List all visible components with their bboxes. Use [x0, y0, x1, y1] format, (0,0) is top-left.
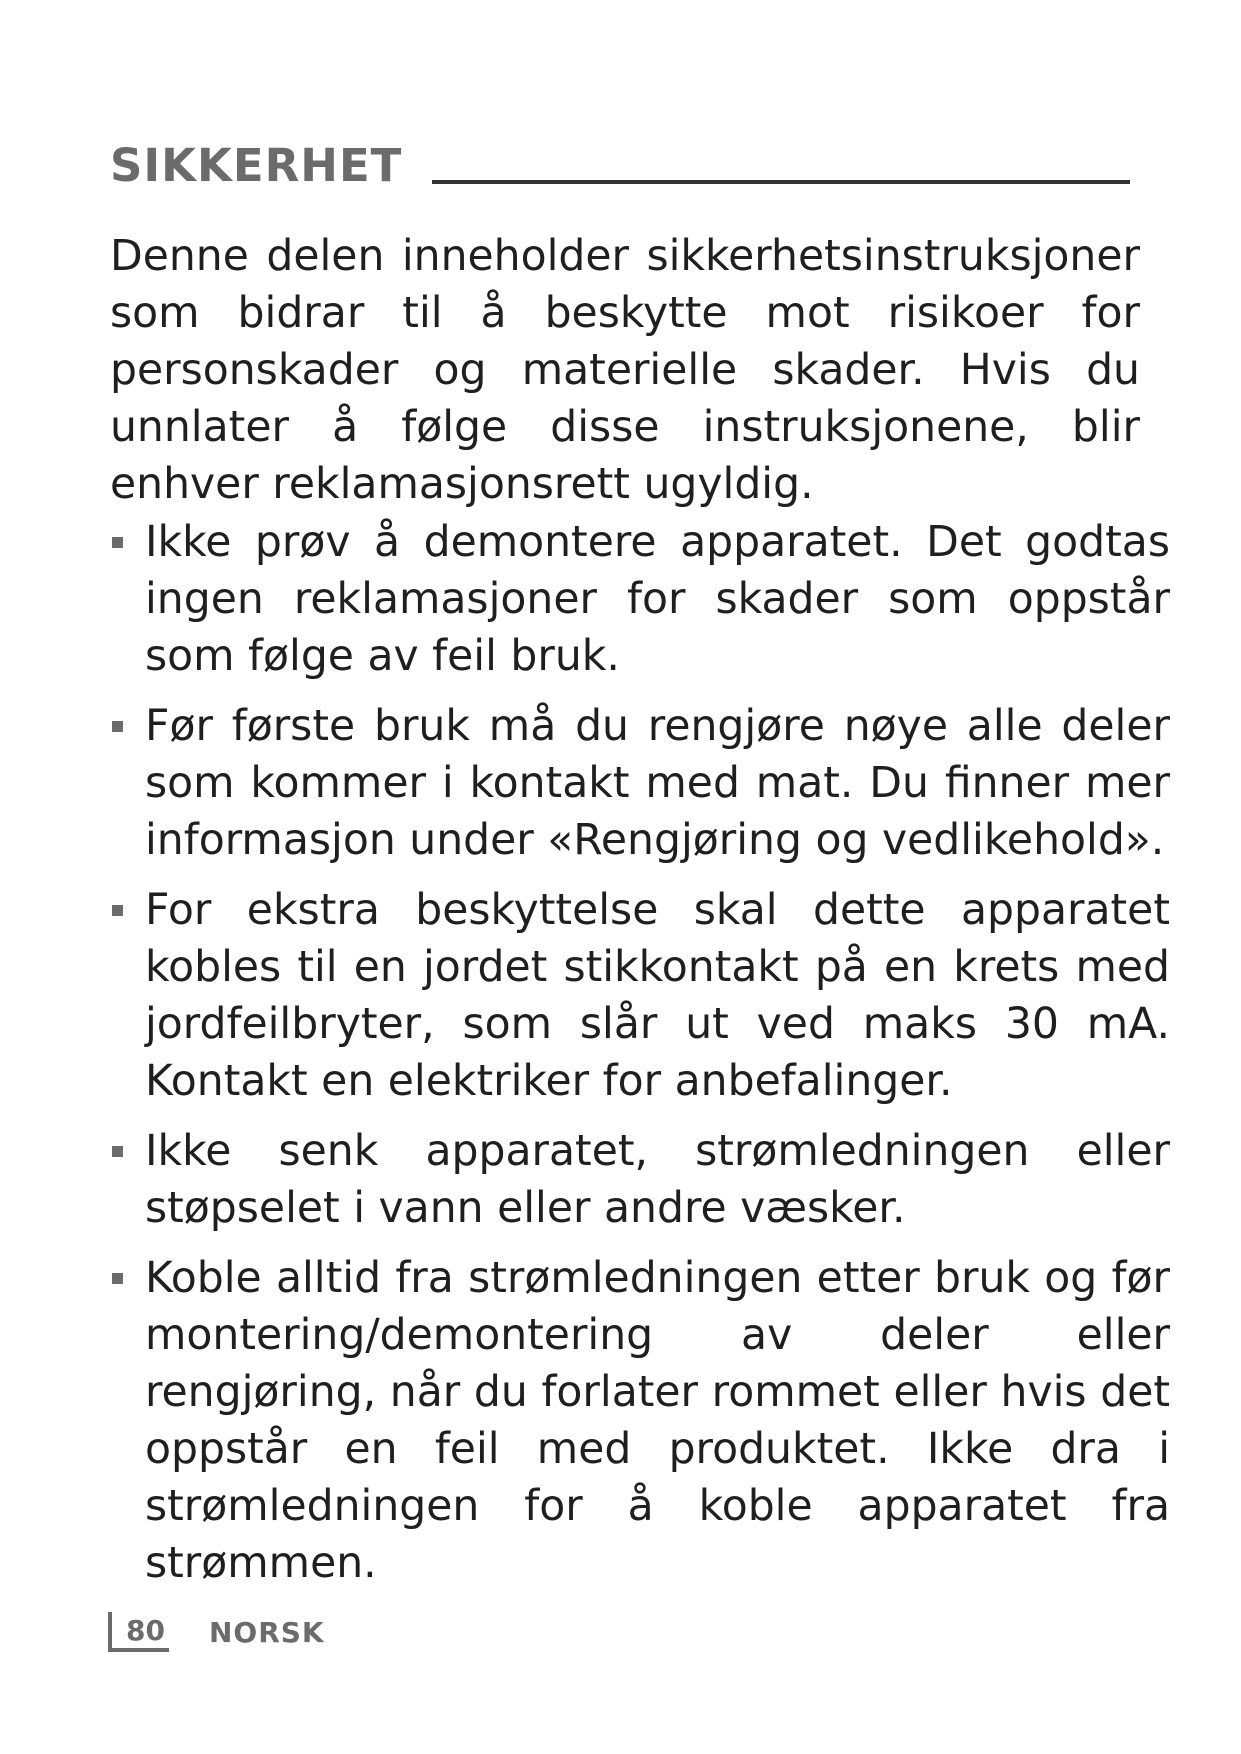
safety-instruction-text: For ekstra beskyttelse skal dette apparatet kobles til en jordet stikkontakt på en krets med jordfeilbryter, som slår ut ved maks 30 mA. Kontakt en elektriker for anbefalinger. [145, 886, 1170, 1106]
safety-instruction-text: Ikke prøv å demontere apparatet. Det godtas ingen reklamasjoner for skader som oppstår som følge av feil bruk. [145, 518, 1170, 681]
square-bullet-icon [112, 537, 123, 548]
safety-instruction-item [110, 1250, 1170, 1592]
safety-instruction-item [110, 1123, 1170, 1237]
square-bullet-icon [112, 1146, 123, 1157]
page-number: 80 [108, 1612, 169, 1652]
safety-instruction-list [110, 514, 1170, 1605]
section-heading [110, 128, 1130, 192]
intro-paragraph: Denne delen inneholder sikkerhetsinstruksjoner som bidrar til å beskytte mot risikoer for personskader og materielle skader. Hvis du unnlater å følge disse instruksjonene, blir enhver reklamasjonsrett ugyldig. [110, 232, 1140, 509]
square-bullet-icon [112, 721, 123, 732]
safety-instruction-item [110, 882, 1170, 1110]
safety-instruction-text: Koble alltid fra strømledningen etter bruk og før montering/demontering av deler eller rengjøring, når du forlater rommet eller hvis det oppstår en feil med produktet. Ikke dra i strømledningen for å koble apparatet fra strømmen. [145, 1254, 1170, 1588]
language-label: NORSK [208, 1615, 325, 1649]
title-underline-rule [432, 180, 1130, 184]
safety-instruction-text: Ikke senk apparatet, strømledningen eller støpselet i vann eller andre væsker. [145, 1127, 1170, 1233]
safety-instruction-text: Før første bruk må du rengjøre nøye alle deler som kommer i kontakt med mat. Du finner mer informasjon under «Rengjøring og vedlikehold». [145, 702, 1170, 865]
square-bullet-icon [112, 905, 123, 916]
safety-instruction-item [110, 698, 1170, 869]
safety-instruction-item [110, 514, 1170, 685]
page-footer [108, 1612, 325, 1652]
square-bullet-icon [112, 1273, 123, 1284]
section-title: SIKKERHET [110, 139, 403, 192]
